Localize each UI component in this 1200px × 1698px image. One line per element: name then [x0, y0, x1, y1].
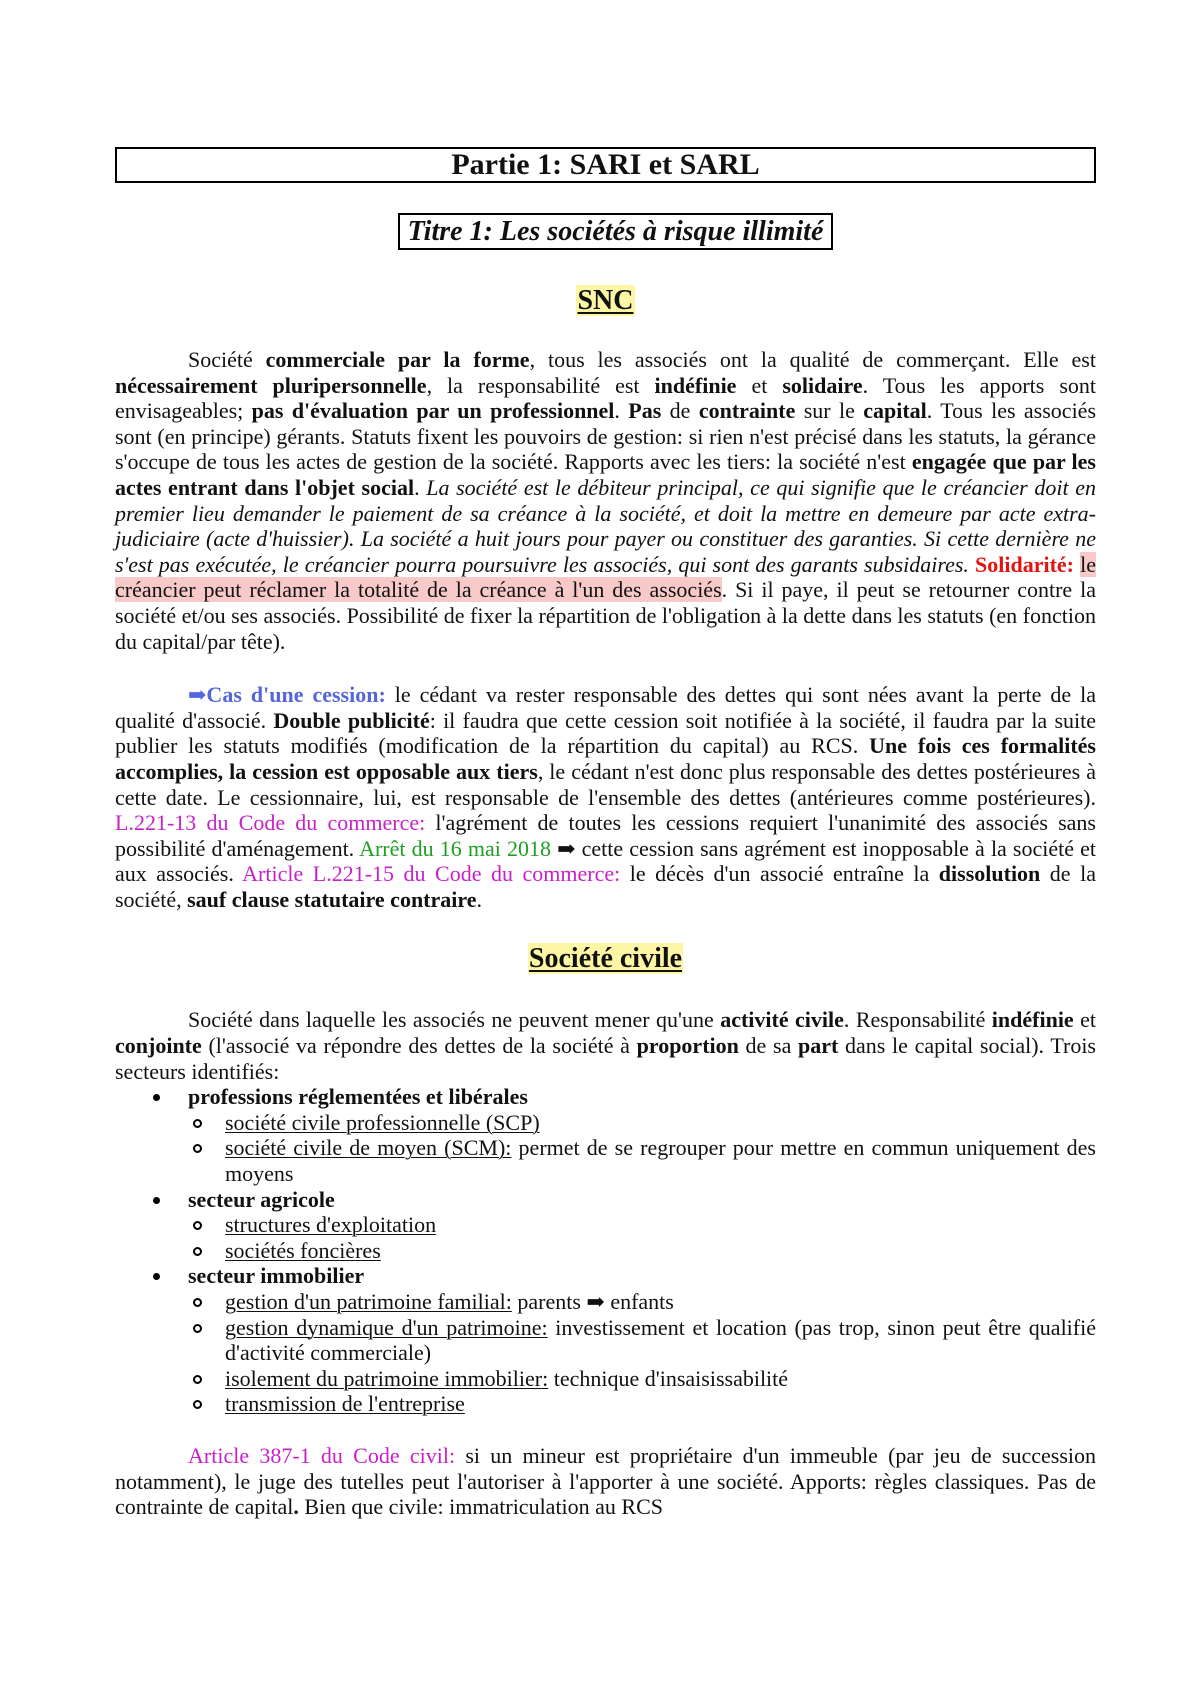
- sector-label: professions réglementées et libérales: [188, 1084, 528, 1110]
- list-item: [115, 1263, 1096, 1417]
- text: .: [476, 886, 483, 912]
- list-item: [188, 1289, 1096, 1315]
- bullet-icon: [153, 1273, 160, 1280]
- circle-bullet-icon: [193, 1400, 202, 1409]
- document-body: [115, 147, 1096, 1520]
- section-heading-text: Société civile: [528, 943, 683, 975]
- legal-reference: Article L.221-15 du Code du commerce:: [242, 861, 621, 887]
- text: dans le capital social). Trois secteurs identifiés:: [115, 1033, 1096, 1084]
- sub-item-detail: parents ➡ enfants: [511, 1289, 674, 1314]
- text: et: [736, 372, 783, 398]
- list-item: [188, 1315, 1096, 1366]
- key-term: capital: [863, 398, 927, 424]
- key-term: indéfinie: [654, 372, 737, 398]
- sub-list: [188, 1289, 1096, 1417]
- italic-explanation: La société est le débiteur principal, ce qui signifie que le créancier doit en premier lieu demander le paiement de sa créance à la société, et doit la mettre en demeure par acte extra-judiciaire (acte d'huissier). La société a huit jours pour payer ou constituer des garanties. Si cette dernière ne s'est pas exécutée, le créancier pourra poursuivre les associés, qui sont des garants subsidaires.: [115, 474, 1097, 577]
- text: si un mineur est propriétaire d'un immeuble (par jeu de succession notamment), le juge des tutelles peut l'autoriser à l'apporter à une société. Apports: règles classiques. Pas de contrainte de capital: [115, 1442, 1096, 1520]
- key-term: indéfinie: [991, 1007, 1074, 1033]
- key-term: engagée que par les actes entrant dans l'objet social: [115, 449, 1096, 500]
- sub-item-term: gestion dynamique d'un patrimoine:: [225, 1314, 548, 1340]
- text: , le cédant n'est donc plus responsable des dettes postérieures à cette date. Le cessionnaire, lui, est responsable de l'ensemble des dettes (antérieures comme postérieures).: [115, 758, 1096, 810]
- sub-item-term: isolement du patrimoine immobilier:: [225, 1365, 549, 1391]
- key-term: nécessairement pluripersonnelle: [115, 372, 427, 398]
- sector-list: [115, 1084, 1096, 1417]
- section-heading-societe-civile: [115, 943, 1096, 975]
- sub-item-term: société civile de moyen (SCM):: [225, 1135, 512, 1161]
- sub-item-detail: permet de se regrouper pour mettre en commun uniquement des moyens: [225, 1135, 1096, 1187]
- circle-bullet-icon: [193, 1247, 202, 1256]
- circle-bullet-icon: [193, 1119, 202, 1128]
- sub-list: [188, 1110, 1096, 1187]
- text: Société dans laquelle les associés ne peuvent mener qu'une: [188, 1007, 721, 1033]
- sector-label: secteur agricole: [188, 1186, 335, 1212]
- key-term: sauf clause statutaire contraire: [187, 886, 477, 912]
- legal-reference: L.221-13 du Code du commerce:: [115, 810, 426, 836]
- list-item: [188, 1110, 1096, 1136]
- text: . Responsabilité: [843, 1007, 992, 1033]
- key-term: pas d'évaluation par un professionnel: [251, 398, 615, 424]
- list-item: [188, 1135, 1096, 1186]
- text: de la société,: [115, 861, 1096, 912]
- text: : il faudra que cette cession soit notifiée à la société, il faudra par la suite publier les statuts modifiés (modification de la répartition du capital) au RCS.: [115, 707, 1096, 759]
- section-heading-text: SNC: [577, 285, 634, 316]
- key-term: contrainte: [698, 398, 796, 424]
- key-term: activité civile: [720, 1007, 844, 1033]
- key-term: conjointe: [115, 1033, 202, 1059]
- key-term: Double publicité: [273, 707, 430, 733]
- legal-reference: Article 387-1 du Code civil:: [188, 1442, 456, 1468]
- highlighted-phrase: le créancier peut réclamer la totalité de la créance à l'un des associés: [115, 551, 1096, 603]
- key-term: Pas: [628, 398, 662, 424]
- list-item: [188, 1391, 1096, 1417]
- text: . Tous les apports sont envisageables;: [115, 372, 1097, 424]
- text: , tous les associés ont la qualité de commerçant. Elle est: [529, 347, 1096, 372]
- sub-item-detail: investissement et location (pas trop, sinon peut être qualifié d'activité commerciale): [225, 1314, 1096, 1366]
- text: de sa: [738, 1033, 799, 1059]
- societe-civile-paragraph-2: [115, 1443, 1096, 1520]
- text: , la responsabilité est: [426, 372, 655, 398]
- text: l'agrément de toutes les cessions requiert l'unanimité des associés sans possibilité d'aménagement.: [115, 810, 1096, 861]
- circle-bullet-icon: [193, 1375, 202, 1384]
- title-1-container: [115, 213, 1096, 250]
- key-term: commerciale par la forme: [265, 347, 530, 372]
- key-term: proportion: [636, 1033, 739, 1059]
- bullet-icon: [153, 1197, 160, 1204]
- list-item: [188, 1366, 1096, 1392]
- section-snc: [115, 285, 1096, 912]
- section-societe-civile: [115, 943, 1096, 1519]
- case-law-reference: Arrêt du 16 mai 2018: [359, 835, 551, 861]
- text: .: [614, 398, 629, 424]
- text: de: [661, 398, 699, 424]
- sector-label: secteur immobilier: [188, 1263, 365, 1289]
- list-item: [115, 1084, 1096, 1186]
- text: et: [1073, 1007, 1097, 1033]
- sub-list: [188, 1212, 1096, 1263]
- snc-paragraph-2: [115, 682, 1096, 912]
- sub-item-term: sociétés foncières: [225, 1237, 381, 1263]
- text: . Si il paye, il peut se retourner contre la société et/ou ses associés. Possibilité de fixer la répartition de l'obligation à la dette dans les statuts (en fonction du capital/par tête).: [115, 577, 1096, 654]
- title-1: Titre 1: Les sociétés à risque illimité: [398, 213, 834, 250]
- circle-bullet-icon: [193, 1144, 202, 1153]
- key-term: part: [798, 1033, 839, 1059]
- list-item: [115, 1187, 1096, 1264]
- societe-civile-paragraph-1: [115, 1007, 1096, 1084]
- text: sur le: [795, 398, 864, 424]
- circle-bullet-icon: [193, 1221, 202, 1230]
- text: le cédant va rester responsable des dettes qui sont nées avant la perte de la qualité d'associé.: [115, 682, 1097, 733]
- text: le décès d'un associé entraîne la: [620, 861, 939, 887]
- list-item: [188, 1238, 1096, 1264]
- key-term: Une fois ces formalités accomplies, la cession est opposable aux tiers: [115, 733, 1096, 784]
- circle-bullet-icon: [193, 1324, 202, 1333]
- cession-label: ➡Cas d'une cession:: [188, 682, 386, 708]
- circle-bullet-icon: [193, 1298, 202, 1307]
- key-term: solidaire: [782, 372, 863, 398]
- text: ➡ cette cession sans agrément est inopposable à la société et aux associés.: [115, 835, 1096, 887]
- sub-item-term: société civile professionnelle (SCP): [225, 1109, 540, 1135]
- text: . Tous les associés sont (en principe) gérants. Statuts fixent les pouvoirs de gestion: si rien n'est précisé dans les statuts, la gérance s'occupe de tous les actes de gestion de la société. Rapports avec les tiers: la société n'est: [115, 398, 1097, 475]
- bullet-icon: [153, 1094, 160, 1101]
- solidarite-label: Solidarité:: [968, 551, 1081, 577]
- text: .: [414, 474, 427, 500]
- text: Société: [188, 347, 266, 372]
- text: Bien que civile: immatriculation au RCS: [298, 1494, 664, 1520]
- part-title: Partie 1: SARI et SARL: [115, 147, 1096, 183]
- sub-item-term: gestion d'un patrimoine familial:: [225, 1289, 512, 1314]
- section-heading-snc: [115, 285, 1096, 317]
- key-term: .: [293, 1494, 299, 1520]
- sub-item-term: transmission de l'entreprise: [225, 1391, 465, 1417]
- list-item: [188, 1212, 1096, 1238]
- snc-paragraph-1: [115, 347, 1096, 654]
- text: (l'associé va répondre des dettes de la société à: [201, 1033, 637, 1059]
- sub-item-detail: technique d'insaisissabilité: [548, 1365, 789, 1391]
- key-term: dissolution: [938, 861, 1041, 887]
- sub-item-term: structures d'exploitation: [225, 1212, 437, 1238]
